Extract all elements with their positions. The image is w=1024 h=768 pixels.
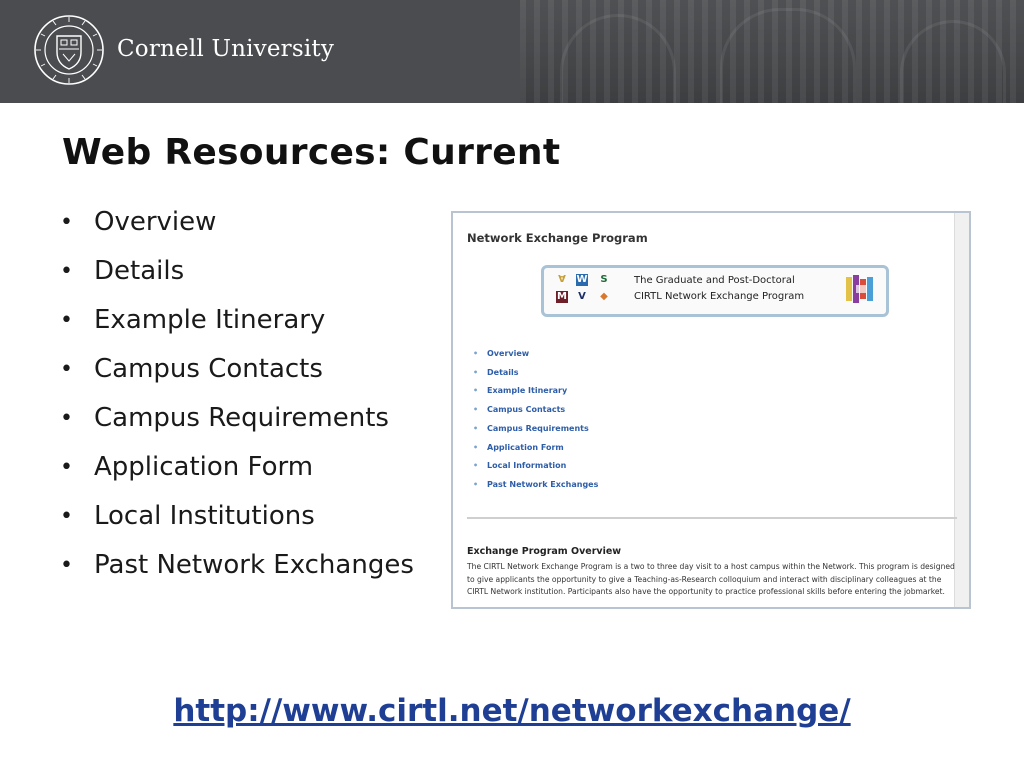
website-screenshot	[451, 211, 971, 609]
slide-title: Web Resources: Current	[62, 132, 561, 173]
screenshot-scrollbar	[954, 213, 969, 607]
bullet-item: • Overview	[60, 202, 440, 243]
screenshot-link-campus-requirements[interactable]: • Campus Requirements	[471, 420, 598, 439]
screenshot-section-body: The CIRTL Network Exchange Program is a two to three day visit to a host campus within the Network. This program is designed to give applicants the opportunity to give a Teaching-as-Research colloquium and interact with disciplinary colleagues at the CIRTL Network institution. Participants also have the opportunity to practice professional skills before entering the jobmarket.	[467, 562, 955, 596]
banner-line-1: The Graduate and Post-Doctoral	[634, 275, 795, 286]
cirtl-logo-icon	[846, 275, 874, 303]
screenshot-link-details[interactable]: • Details	[471, 364, 598, 383]
bullet-item: • Local Institutions	[60, 496, 440, 537]
resource-bullet-list	[60, 202, 440, 594]
bullet-item: • Campus Requirements	[60, 398, 440, 439]
screenshot-divider	[467, 517, 957, 519]
member-institution-logos-icon: Ɐ W S M V ◆	[557, 274, 608, 302]
screenshot-link-local-information[interactable]: • Local Information	[471, 457, 598, 476]
bullet-item: • Example Itinerary	[60, 300, 440, 341]
header-banner	[0, 0, 1024, 103]
institution-name: Cornell University	[117, 36, 335, 62]
banner-background-architecture	[520, 0, 1024, 103]
screenshot-link-application-form[interactable]: • Application Form	[471, 439, 598, 458]
resource-url-link[interactable]: http://www.cirtl.net/networkexchange/	[173, 693, 851, 729]
screenshot-section-title: Exchange Program Overview	[467, 546, 622, 557]
screenshot-link-example-itinerary[interactable]: • Example Itinerary	[471, 382, 598, 401]
screenshot-link-past-exchanges[interactable]: • Past Network Exchanges	[471, 476, 598, 495]
bullet-item: • Details	[60, 251, 440, 292]
screenshot-link-campus-contacts[interactable]: • Campus Contacts	[471, 401, 598, 420]
screenshot-page-title: Network Exchange Program	[467, 231, 648, 245]
banner-line-2: CIRTL Network Exchange Program	[634, 291, 805, 302]
screenshot-nav-links	[471, 345, 598, 495]
bullet-item: • Past Network Exchanges	[60, 545, 440, 586]
program-banner	[541, 265, 889, 317]
bullet-item: • Application Form	[60, 447, 440, 488]
screenshot-link-overview[interactable]: • Overview	[471, 345, 598, 364]
cornell-seal-icon	[33, 14, 105, 86]
bullet-item: • Campus Contacts	[60, 349, 440, 390]
